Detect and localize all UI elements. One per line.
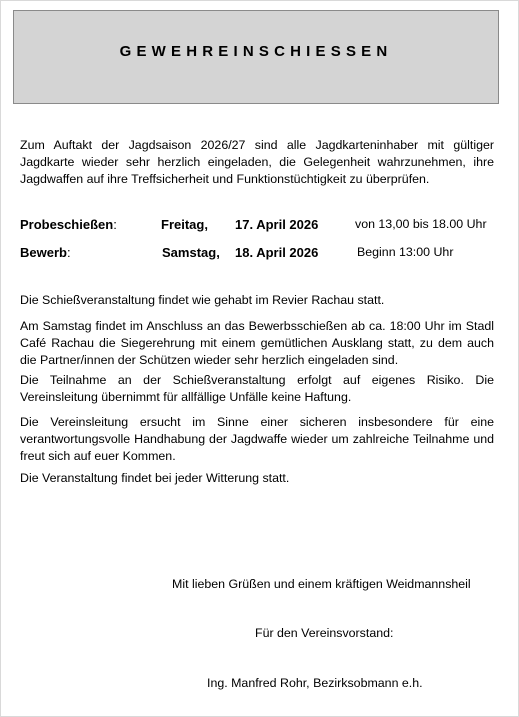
paragraph-liability: Die Teilnahme an der Schießveranstaltung erfolgt auf eigenes Risiko. Die Vereinsleitung übernimmt für allfällige Unfälle keine Haftung. (20, 373, 494, 404)
paragraph-venue: Die Schießveranstaltung findet wie gehabt im Revier Rachau statt. (20, 293, 385, 307)
schedule-day: Samstag, (162, 245, 220, 260)
schedule-label-colon: : (113, 217, 117, 232)
schedule-day: Freitag, (161, 217, 208, 232)
paragraph-award-ceremony: Am Samstag findet im Anschluss an das Bewerbsschießen ab ca. 18:00 Uhr im Stadl Café Rachau die Siegerehrung mit einem gemütlichen Ausklang statt, zu dem auch die Partner/innen der Schützen wieder sehr herzlich eingeladen sind. (20, 319, 494, 367)
paragraph-participation: Die Vereinsleitung ersucht im Sinne einer sicheren insbesondere für eine verantwortungsvolle Handhabung der Jagdwaffe wieder um zahlreiche Teilnahme und freut sich auf euer Kommen. (20, 415, 494, 463)
closing-for-board: Für den Vereinsvorstand: (255, 626, 394, 640)
schedule-time: Beginn 13:00 Uhr (357, 245, 454, 259)
schedule-label-wrap (20, 216, 117, 233)
schedule-time: von 13,00 bis 18.00 Uhr (355, 217, 487, 231)
closing-greeting: Mit lieben Grüßen und einem kräftigen Weidmannsheil (172, 577, 471, 591)
intro-paragraph: Zum Auftakt der Jagdsaison 2026/27 sind alle Jagdkarteninhaber mit gültiger Jagdkarte wieder sehr herzlich eingeladen, die Gelegenheit wahrzunehmen, ihre Jagdwaffen auf ihre Treffsicherheit und Funktionstüchtigkeit zu überprüfen. (20, 138, 494, 186)
schedule-date: 18. April 2026 (235, 245, 319, 260)
document-title: GEWEHREINSCHIESSEN (119, 43, 393, 60)
schedule-label: Probeschießen (20, 217, 114, 232)
schedule-label: Bewerb (20, 245, 67, 260)
schedule-label-colon: : (66, 245, 71, 260)
schedule-date: 17. April 2026 (235, 217, 319, 232)
paragraph-weather: Die Veranstaltung findet bei jeder Witterung statt. (20, 471, 290, 485)
closing-signatory: Ing. Manfred Rohr, Bezirksobmann e.h. (207, 676, 423, 690)
schedule-label-wrap (20, 244, 71, 261)
title-banner (13, 10, 499, 104)
